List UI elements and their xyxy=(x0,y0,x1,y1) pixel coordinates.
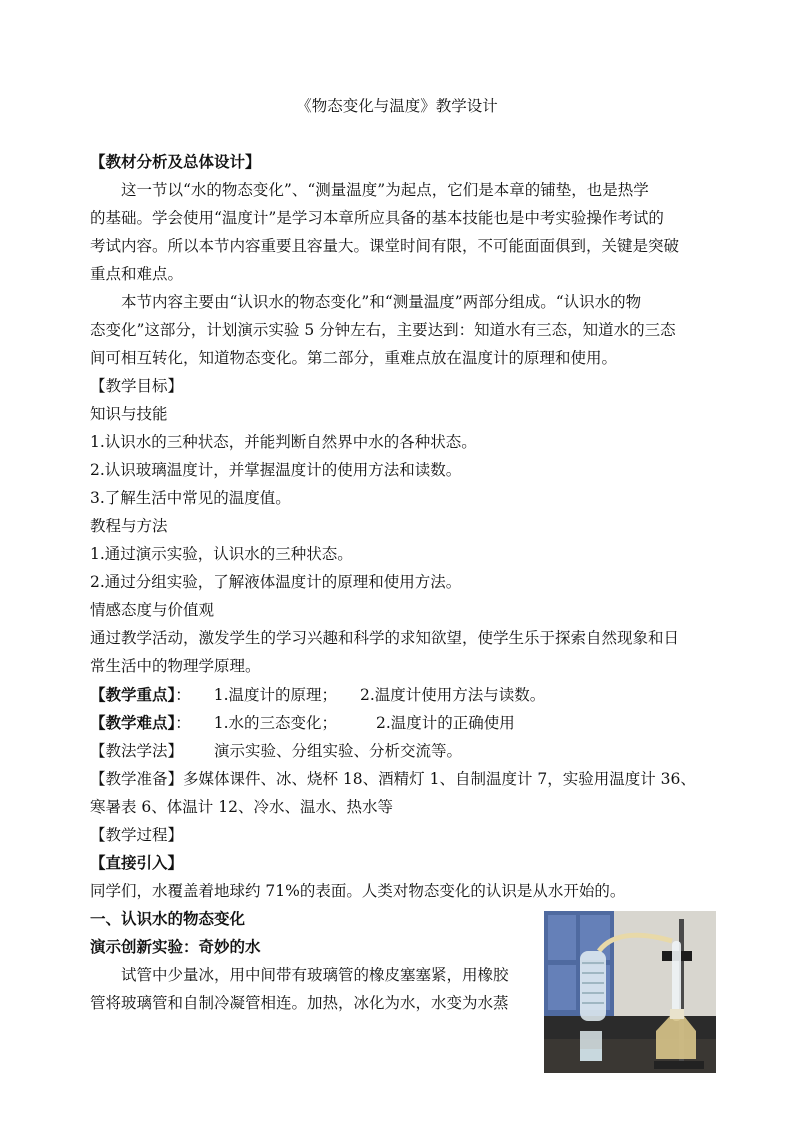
list-item: 3.了解生活中常见的温度值。 xyxy=(90,489,291,507)
paragraph-line: 重点和难点。 xyxy=(90,265,184,283)
section-heading-analysis: 【教材分析及总体设计】 xyxy=(90,152,261,171)
key-points-line xyxy=(90,683,545,707)
paragraph-line: 这一节以“水的物态变化”、“测量温度”为起点，它们是本章的铺垫，也是热学 xyxy=(121,181,649,199)
subheading-process: 教程与方法 xyxy=(90,517,168,535)
list-item: 2.认识玻璃温度计，并掌握温度计的使用方法和读数。 xyxy=(90,461,462,479)
paragraph-line: 态变化”这部分，计划演示实验 5 分钟左右，主要达到：知道水有三态，知道水的三态 xyxy=(90,321,676,339)
paragraph-line: 考试内容。所以本节内容重要且容量大。课堂时间有限，不可能面面俱到，关键是突破 xyxy=(90,237,680,255)
list-item: 1.通过演示实验，认识水的三种状态。 xyxy=(90,545,353,563)
teaching-process-heading: 【教学过程】 xyxy=(90,826,184,844)
subheading-attitude: 情感态度与价值观 xyxy=(90,601,215,619)
demo-heading: 演示创新实验：奇妙的水 xyxy=(90,937,261,956)
demo-text-line: 试管中少量冰，用中间带有玻璃管的橡皮塞塞紧，用橡胶 xyxy=(121,966,509,984)
section-heading-objectives: 【教学目标】 xyxy=(90,377,184,395)
experiment-photo xyxy=(544,911,716,1073)
demo-text-line: 管将玻璃管和自制冷凝管相连。加热，冰化为水，水变为水蒸 xyxy=(90,994,509,1012)
methods-line xyxy=(90,739,462,763)
key-point-1: 1.温度计的原理； xyxy=(213,686,338,704)
document-title: 《物态变化与温度》教学设计 xyxy=(296,97,498,115)
paragraph-line: 通过教学活动，激发学生的学习兴趣和科学的求知欲望，使学生乐于探索自然现象和日 xyxy=(90,629,680,647)
paragraph-line: 间可相互转化，知道物态变化。第二部分，重难点放在温度计的原理和使用。 xyxy=(90,349,618,367)
difficulties-line xyxy=(90,711,515,735)
subheading-knowledge: 知识与技能 xyxy=(90,405,168,423)
paragraph-line: 的基础。学会使用“温度计”是学习本章所应具备的基本技能也是中考实验操作考试的 xyxy=(90,209,664,227)
intro-text: 同学们，水覆盖着地球约 71%的表面。人类对物态变化的认识是从水开始的。 xyxy=(90,882,626,900)
key-points-colon: ： xyxy=(175,686,191,704)
methods-text: 演示实验、分组实验、分析交流等。 xyxy=(213,742,462,760)
paragraph-line: 本节内容主要由“认识水的物态变化”和“测量温度”两部分组成。“认识水的物 xyxy=(121,293,642,311)
list-item: 1.认识水的三种状态，并能判断自然界中水的各种状态。 xyxy=(90,433,477,451)
difficulties-label: 【教学难点】 xyxy=(90,713,176,732)
paragraph-line: 常生活中的物理学原理。 xyxy=(90,657,261,675)
methods-label: 【教法学法】 xyxy=(90,742,184,760)
section1-heading: 一、认识水的物态变化 xyxy=(90,909,246,928)
prep-line: 寒暑表 6、体温计 12、冷水、温水、热水等 xyxy=(90,798,393,816)
list-item: 2.通过分组实验，了解液体温度计的原理和使用方法。 xyxy=(90,573,462,591)
key-point-2: 2.温度计使用方法与读数。 xyxy=(359,686,546,704)
intro-heading: 【直接引入】 xyxy=(90,853,184,872)
difficulty-1: 1.水的三态变化； xyxy=(213,714,338,732)
difficulties-colon: ： xyxy=(175,714,191,732)
prep-line: 【教学准备】多媒体课件、冰、烧杯 18、酒精灯 1、自制温度计 7，实验用温度计 36、 xyxy=(90,770,696,788)
difficulty-2: 2.温度计的正确使用 xyxy=(375,714,515,732)
key-points-label: 【教学重点】 xyxy=(90,685,176,704)
